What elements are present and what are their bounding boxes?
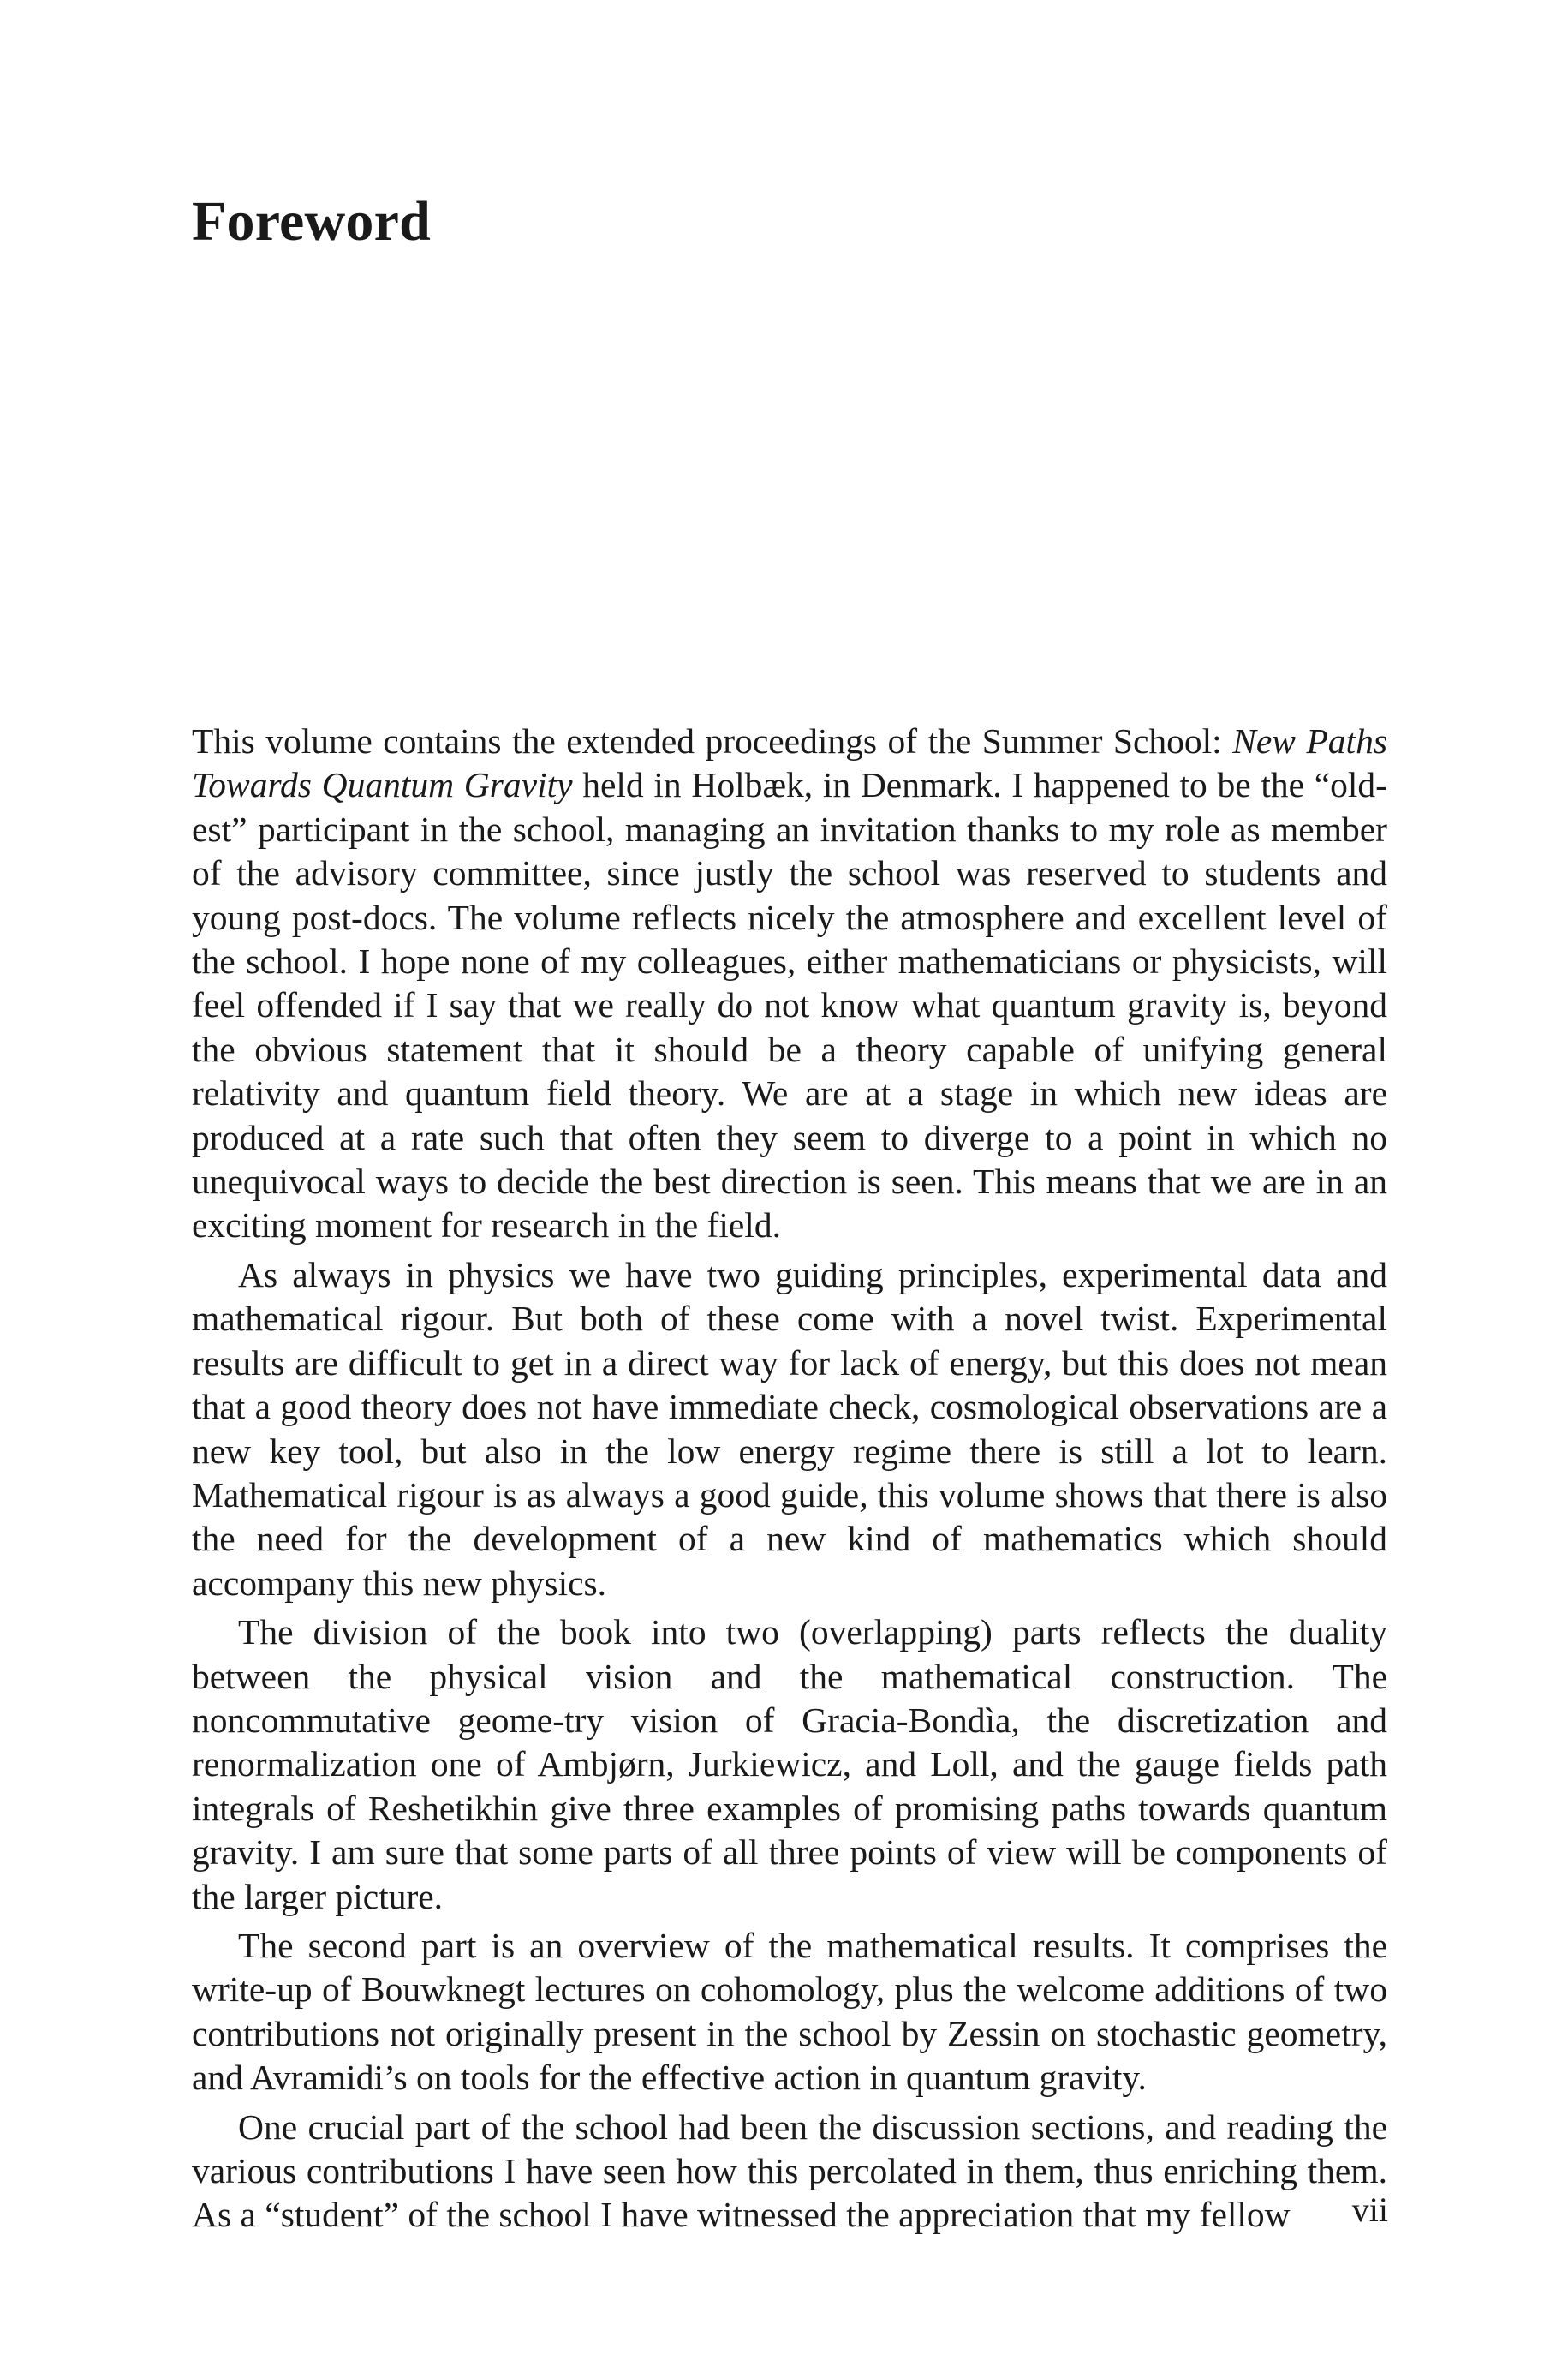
school-name: New Paths Towards Quantum Gravity (192, 721, 1387, 805)
paragraph-5: One crucial part of the school had been the discussion sections, and reading the various contributions I have seen how this percolated in them, thus enriching them. As a “student” of the school I have witnessed the appreciation that my fellow (192, 2106, 1387, 2235)
paragraph-1 (192, 720, 1387, 1248)
chapter-title: Foreword (192, 190, 431, 253)
foreword-body (192, 720, 1387, 2238)
paragraph-2: As always in physics we have two guiding principles, experimental data and mathematical rigour. But both of these come with a novel twist. Experimental results are difficult to get in a direct way for lack of energy, but this does not mean that a good theory does not have immediate check, cosmological observations are a new key tool, but also in the low energy regime there is still a lot to learn. Mathematical rigour is as always a good guide, this volume shows that there is also the need for the development of a new kind of mathematics which should accompany this new physics. (192, 1254, 1387, 1603)
paragraph-4: The second part is an overview of the mathematical results. It comprises the write-up of Bouwknegt lectures on cohomology, plus the welcome additions of two contributions not originally present in the school by Zessin on stochastic geometry, and Avramidi’s on tools for the effective action in quantum gravity. (192, 1925, 1387, 2098)
page-number: vii (1351, 2190, 1388, 2229)
paragraph-1-start: This volume contains the extended proceedings of the Summer School: (192, 721, 1233, 761)
paragraph-1-rest: held in Holbæk, in Denmark. I happened to be the “old-est” participant in the school, managing an invitation thanks to my role as member of the advisory committee, since justly the school was reserved to students and young post-docs. The volume reflects nicely the atmosphere and excellent level of the school. I hope none of my colleagues, either mathematicians or physicists, will feel offended if I say that we really do not know what quantum gravity is, beyond the obvious statement that it should be a theory capable of unifying general relativity and quantum field theory. We are at a stage in which new ideas are produced at a rate such that often they seem to diverge to a point in which no unequivocal ways to decide the best direction is seen. This means that we are in an exciting moment for research in the field. (192, 765, 1387, 1246)
paragraph-3: The division of the book into two (overlapping) parts reflects the duality between the physical vision and the mathematical construction. The noncommutative geome-try vision of Gracia-Bondìa, the discretization and renormalization one of Ambjørn, Jurkiewicz, and Loll, and the gauge fields path integrals of Reshetikhin give three examples of promising paths towards quantum gravity. I am sure that some parts of all three points of view will be components of the larger picture. (192, 1612, 1387, 1916)
